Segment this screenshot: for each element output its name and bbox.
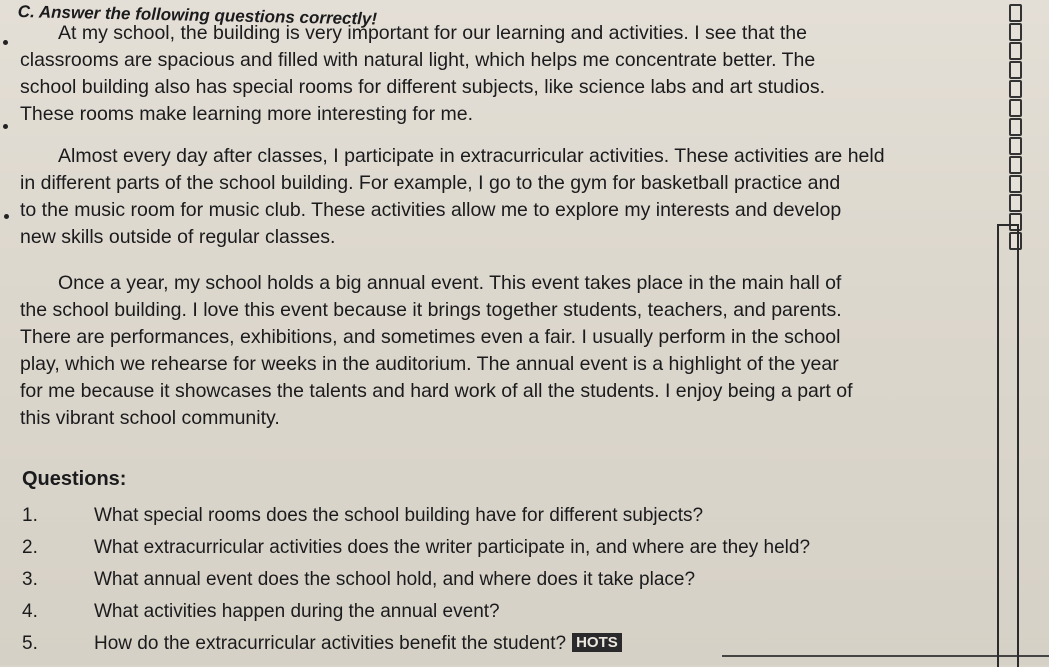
margin-mark	[4, 214, 9, 219]
paragraph-line: this vibrant school community.	[20, 407, 280, 429]
spiral-ring	[1009, 137, 1022, 155]
spiral-ring	[1009, 194, 1022, 212]
paragraph-line: to the music room for music club. These activities allow me to explore my interests and develop	[20, 199, 842, 221]
reading-paragraph-3	[20, 270, 985, 432]
question-number: 4.	[22, 601, 38, 622]
paragraph-line: school building also has special rooms for different subjects, like science labs and art studios.	[20, 76, 825, 98]
question-item	[22, 537, 810, 559]
margin-border	[997, 224, 1019, 667]
paragraph-line: Almost every day after classes, I participate in extracurricular activities. These activities are held	[58, 145, 885, 167]
spiral-ring	[1009, 4, 1022, 22]
question-number: 3.	[22, 569, 38, 590]
question-item	[22, 633, 622, 655]
question-number: 1.	[22, 505, 38, 526]
hots-badge: HOTS	[572, 633, 622, 652]
question-number: 5.	[22, 633, 38, 654]
paragraph-line: classrooms are spacious and filled with natural light, which helps me concentrate better. The	[20, 49, 816, 71]
reading-paragraph-1	[20, 20, 985, 128]
spiral-ring	[1009, 175, 1022, 193]
paragraph-line: There are performances, exhibitions, and sometimes even a fair. I usually perform in the school	[20, 326, 841, 348]
question-item	[22, 601, 500, 623]
spiral-ring	[1009, 23, 1022, 41]
spiral-ring	[1009, 61, 1022, 79]
spiral-ring	[1009, 42, 1022, 60]
reading-paragraph-2	[20, 143, 985, 251]
paragraph-line: At my school, the building is very important for our learning and activities. I see that the	[58, 22, 807, 44]
paragraph-line: Once a year, my school holds a big annual event. This event takes place in the main hall of	[58, 272, 842, 294]
questions-heading: Questions:	[22, 468, 127, 490]
section-instruction: C. Answer the following questions correctly!	[17, 2, 378, 29]
spiral-ring	[1009, 118, 1022, 136]
question-item	[22, 569, 695, 591]
spiral-ring	[1009, 80, 1022, 98]
paragraph-line: play, which we rehearse for weeks in the auditorium. The annual event is a highlight of the year	[20, 353, 839, 375]
paragraph-line: These rooms make learning more interesting for me.	[20, 103, 474, 125]
question-text: What special rooms does the school building have for different subjects?	[94, 505, 704, 526]
paragraph-line: the school building. I love this event because it brings together students, teachers, and parents.	[20, 299, 842, 321]
margin-mark	[3, 124, 8, 129]
notebook-spiral-binding	[1009, 4, 1023, 224]
margin-mark	[3, 40, 8, 45]
question-item	[22, 505, 703, 527]
paragraph-line: in different parts of the school building. For example, I go to the gym for basketball practice and	[20, 172, 841, 194]
spiral-ring	[1009, 156, 1022, 174]
question-number: 2.	[22, 537, 38, 558]
question-text: What activities happen during the annual event?	[94, 601, 500, 622]
paragraph-line: new skills outside of regular classes.	[20, 226, 336, 248]
paragraph-line: for me because it showcases the talents and hard work of all the students. I enjoy being a part of	[20, 380, 853, 402]
question-text: How do the extracurricular activities benefit the student?	[94, 633, 567, 654]
question-text: What extracurricular activities does the writer participate in, and where are they held?	[94, 537, 811, 558]
spiral-ring	[1009, 99, 1022, 117]
question-text: What annual event does the school hold, and where does it take place?	[94, 569, 696, 590]
